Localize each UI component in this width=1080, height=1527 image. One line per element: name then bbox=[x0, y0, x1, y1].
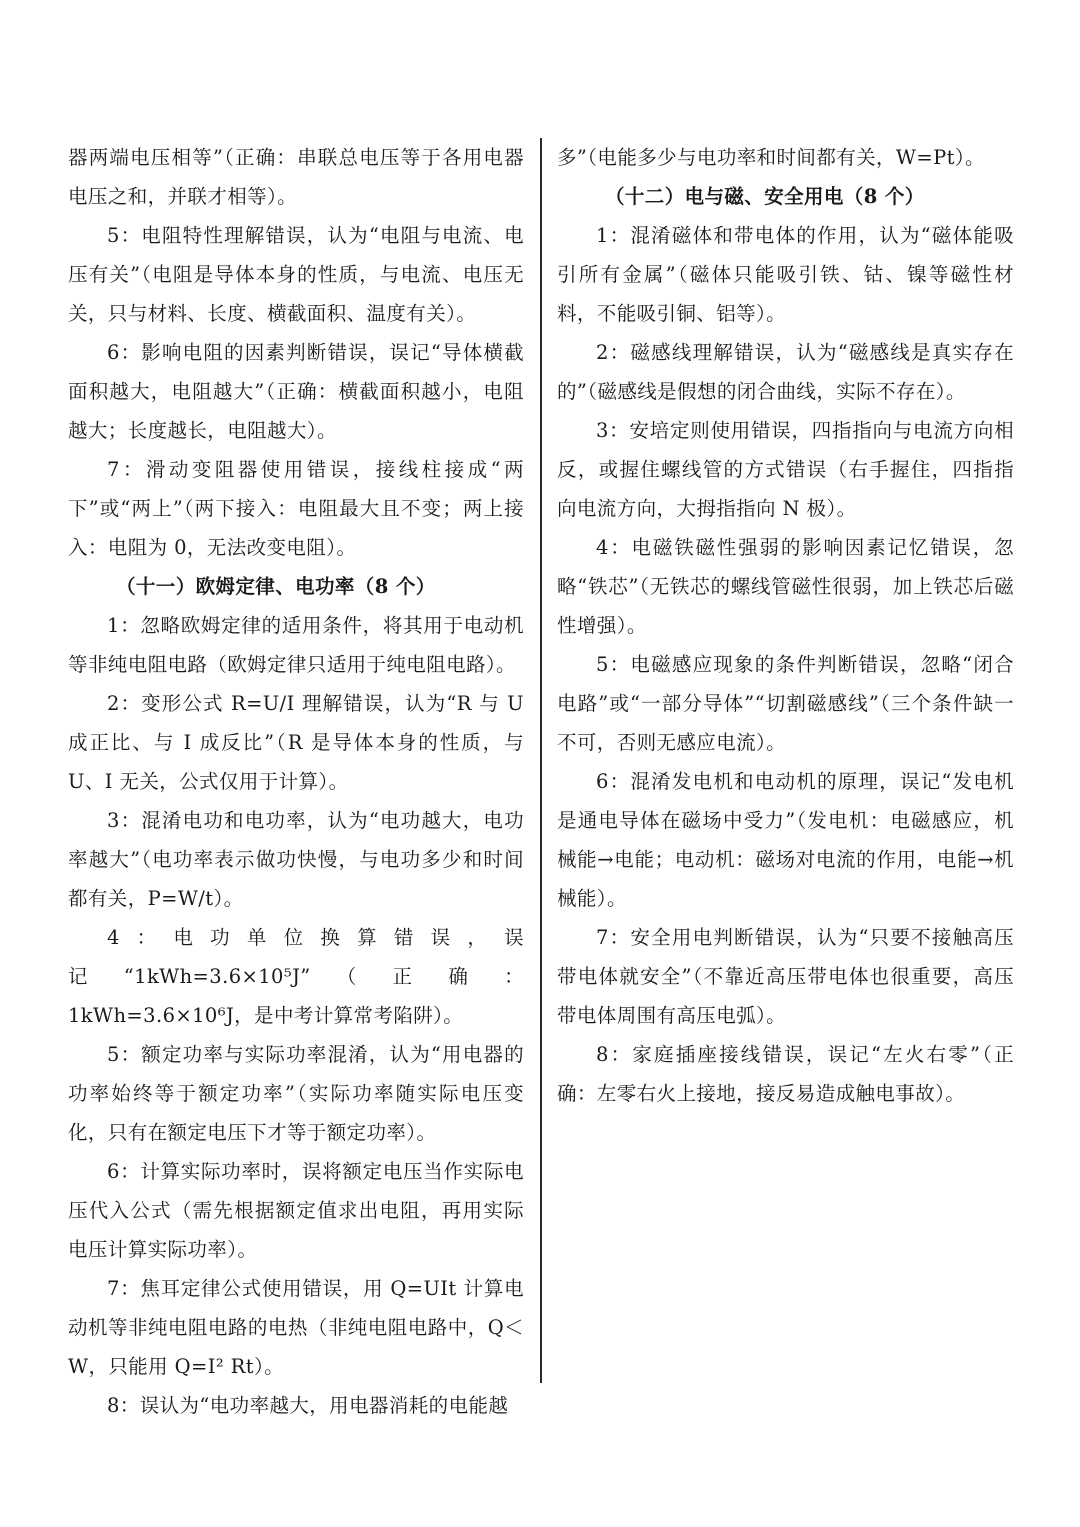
error-item-5: 5：电阻特性理解错误，认为“电阻与电流、电压有关”（电阻是导体本身的性质，与电流、电压无关，只与材料、长度、横截面积、温度有关）。 bbox=[68, 224, 524, 325]
right-column bbox=[557, 138, 1014, 1113]
magnet-item-2: 2：磁感线理解错误，认为“磁感线是真实存在的”（磁感线是假想的闭合曲线，实际不存在）。 bbox=[557, 341, 1014, 403]
magnet-item-6: 6：混淆发电机和电动机的原理，误记“发电机是通电导体在磁场中受力”（发电机：电磁感应，机械能→电能；电动机：磁场对电流的作用，电能→机械能）。 bbox=[557, 770, 1014, 910]
paragraph-continued: 多”（电能多少与电功率和时间都有关，W=Pt）。 bbox=[557, 146, 985, 169]
magnet-item-4: 4：电磁铁磁性强弱的影响因素记忆错误，忽略“铁芯”（无铁芯的螺线管磁性很弱，加上铁芯后磁性增强）。 bbox=[557, 536, 1014, 637]
ohm-item-3: 3：混淆电功和电功率，认为“电功越大，电功率越大”（电功率表示做功快慢，与电功多少和时间都有关，P=W/t）。 bbox=[68, 809, 524, 910]
section-heading-11: （十一）欧姆定律、电功率（8 个） bbox=[116, 575, 436, 598]
magnet-item-1: 1：混淆磁体和带电体的作用，认为“磁体能吸引所有金属”（磁体只能吸引铁、钴、镍等磁性材料，不能吸引铜、铝等）。 bbox=[557, 224, 1014, 325]
ohm-item-5: 5：额定功率与实际功率混淆，认为“用电器的功率始终等于额定功率”（实际功率随实际电压变化，只有在额定电压下才等于额定功率）。 bbox=[68, 1043, 524, 1144]
magnet-item-8: 8：家庭插座接线错误，误记“左火右零”（正确：左零右火上接地，接反易造成触电事故）。 bbox=[557, 1043, 1014, 1105]
ohm-item-8: 8：误认为“电功率越大，用电器消耗的电能越 bbox=[107, 1394, 509, 1417]
error-item-7: 7：滑动变阻器使用错误，接线柱接成“两下”或“两上”（两下接入：电阻最大且不变；两上接入：电阻为 0，无法改变电阻）。 bbox=[68, 458, 524, 559]
section-heading-12: （十二）电与磁、安全用电（8 个） bbox=[605, 185, 925, 208]
ohm-item-2: 2：变形公式 R=U/I 理解错误，认为“R 与 U 成正比、与 I 成反比”（R 是导体本身的性质，与 U、I 无关，公式仅用于计算）。 bbox=[68, 692, 524, 793]
ohm-item-4: 4：电功单位换算错误，误记“1kWh=3.6×10⁵J”（正确：1kWh=3.6×10⁶J，是中考计算常考陷阱）。 bbox=[68, 926, 524, 1027]
left-column bbox=[68, 138, 524, 1425]
column-divider bbox=[540, 138, 542, 1383]
ohm-item-6: 6：计算实际功率时，误将额定电压当作实际电压代入公式（需先根据额定值求出电阻，再用实际电压计算实际功率）。 bbox=[68, 1160, 524, 1261]
magnet-item-3: 3：安培定则使用错误，四指指向与电流方向相反，或握住螺线管的方式错误（右手握住，四指指向电流方向，大拇指指向 N 极）。 bbox=[557, 419, 1014, 520]
error-item-6: 6：影响电阻的因素判断错误，误记“导体横截面积越大，电阻越大”（正确：横截面积越小，电阻越大；长度越长，电阻越大）。 bbox=[68, 341, 524, 442]
paragraph-continued: 器两端电压相等”（正确：串联总电压等于各用电器电压之和，并联才相等）。 bbox=[68, 146, 524, 208]
magnet-item-7: 7：安全用电判断错误，认为“只要不接触高压带电体就安全”（不靠近高压带电体也很重要，高压带电体周围有高压电弧）。 bbox=[557, 926, 1014, 1027]
ohm-item-7: 7：焦耳定律公式使用错误，用 Q=UIt 计算电动机等非纯电阻电路的电热（非纯电阻电路中，Q＜W，只能用 Q=I² Rt）。 bbox=[68, 1277, 524, 1378]
ohm-item-1: 1：忽略欧姆定律的适用条件，将其用于电动机等非纯电阻电路（欧姆定律只适用于纯电阻电路）。 bbox=[68, 614, 524, 676]
magnet-item-5: 5：电磁感应现象的条件判断错误，忽略“闭合电路”或“一部分导体”“切割磁感线”（三个条件缺一不可，否则无感应电流）。 bbox=[557, 653, 1014, 754]
